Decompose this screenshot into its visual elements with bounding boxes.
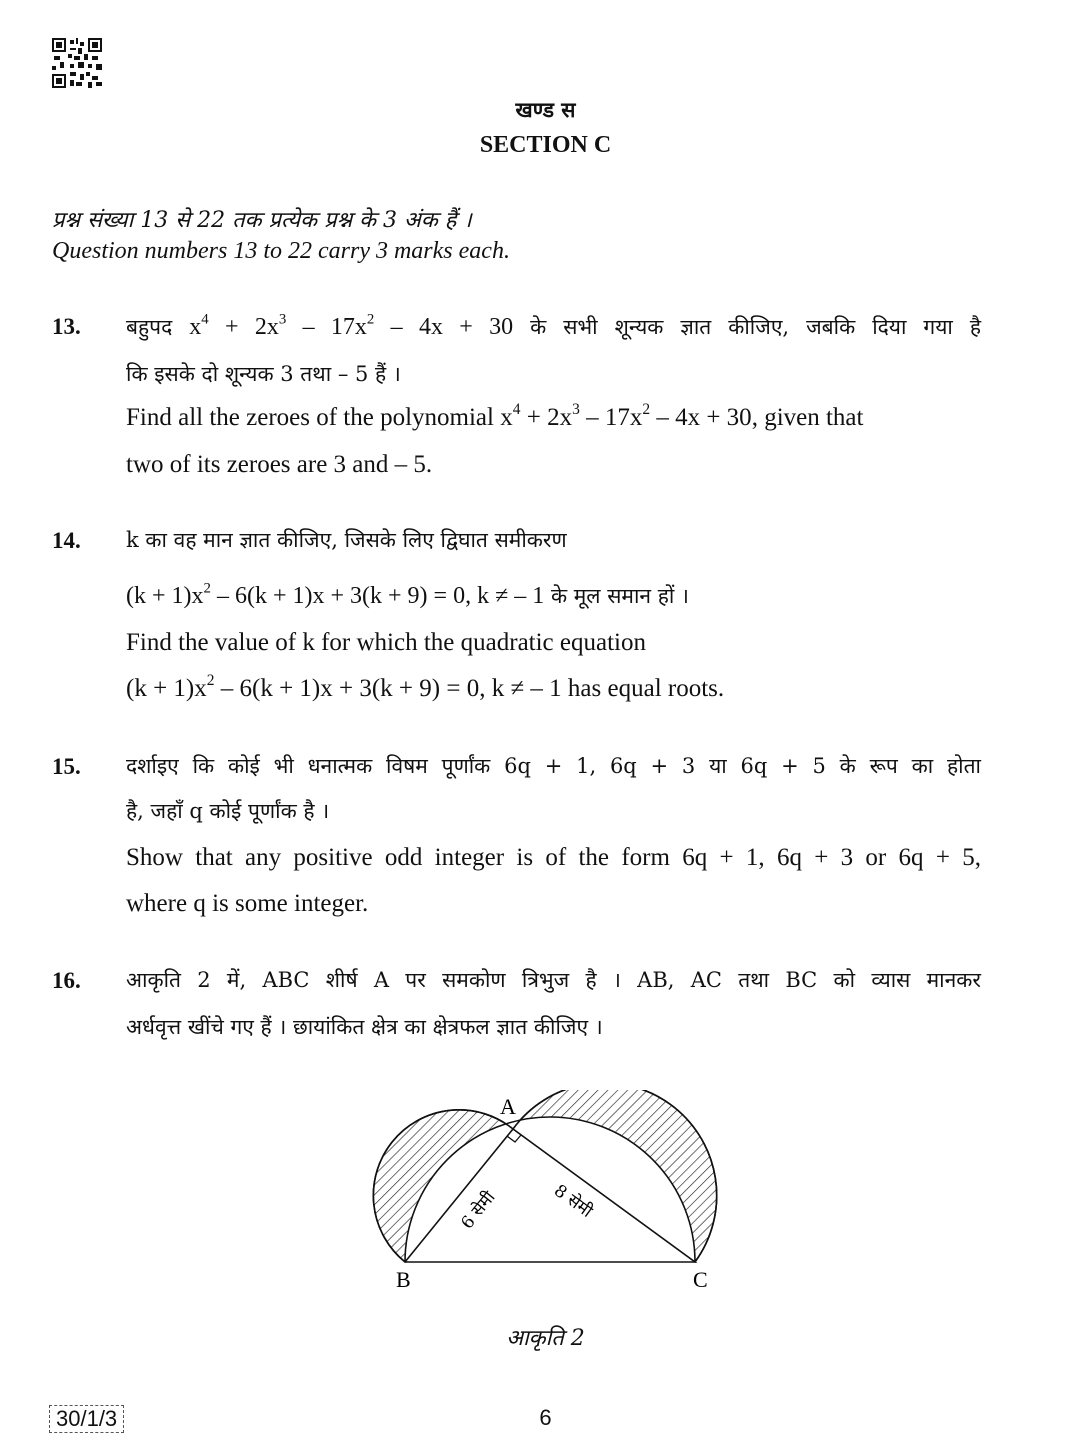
question-13-english-line1: Find all the zeroes of the polynomial $x^4 + 2x^3 - 17x^2 - 4x + 30$, given that bbox=[126, 401, 864, 431]
section-title-hindi: खण्ड स bbox=[515, 97, 576, 122]
figure-2-diagram bbox=[360, 1090, 730, 1290]
question-number: 14. bbox=[52, 528, 81, 553]
question-14-english-line1: Find the value of k for which the quadratic equation bbox=[126, 629, 646, 656]
vertex-label-c: C bbox=[693, 1267, 708, 1290]
paper-code: 30/1/3 bbox=[49, 1405, 124, 1433]
shaded-semicircle-ab bbox=[373, 1110, 513, 1262]
question-15-english-line2: where q is some integer. bbox=[126, 890, 369, 917]
side-label-ac: 8 सेमी bbox=[550, 1180, 597, 1222]
question-number: 15. bbox=[52, 754, 81, 779]
figure-caption: आकृति 2 bbox=[506, 1326, 585, 1351]
question-16-hindi-line2: अर्धवृत्त खींचे गए हैं । छायांकित क्षेत्र का क्षेत्रफल ज्ञात कीजिए । bbox=[126, 1015, 603, 1039]
shaded-semicircle-ac bbox=[513, 1090, 717, 1262]
vertex-label-a: A bbox=[500, 1094, 516, 1119]
section-title-english: SECTION C bbox=[479, 132, 612, 158]
instruction-english: Question numbers 13 to 22 carry 3 marks each. bbox=[52, 238, 510, 264]
question-16-hindi-line1: आकृति 2 में, ABC शीर्ष A पर समकोण त्रिभुज है । AB, AC तथा BC को व्यास मानकर bbox=[126, 968, 981, 992]
question-number: 13. bbox=[52, 314, 81, 339]
question-13-english-line2: two of its zeroes are 3 and – 5. bbox=[126, 451, 433, 478]
question-14-english-line2: $(k + 1)x^2 - 6(k + 1)x + 3(k + 9) = 0$, k ≠ – 1 has equal roots. bbox=[126, 672, 725, 702]
question-number: 16. bbox=[52, 968, 81, 993]
qr-code-icon bbox=[52, 38, 102, 88]
question-14-hindi-line1: k का वह मान ज्ञात कीजिए, जिसके लिए द्विघात समीकरण bbox=[126, 528, 567, 552]
question-15-hindi-line1: दर्शाइए कि कोई भी धनात्मक विषम पूर्णांक 6q + 1, 6q + 3 या 6q + 5 के रूप का होता bbox=[126, 754, 981, 778]
question-14-hindi-line2: $(k + 1)x^2 - 6(k + 1)x + 3(k + 9) = 0$, k ≠ – 1 के मूल समान हों । bbox=[126, 580, 689, 609]
vertex-label-b: B bbox=[396, 1267, 411, 1290]
question-13-hindi-line2: कि इसके दो शून्यक 3 तथा – 5 हैं । bbox=[126, 362, 401, 386]
instruction-hindi: प्रश्न संख्या 13 से 22 तक प्रत्येक प्रश्न के 3 अंक हैं । bbox=[52, 208, 472, 233]
question-13-hindi-line1: बहुपद $x^4 + 2x^3 - 17x^2 - 4x + 30$ के सभी शून्यक ज्ञात कीजिए, जबकि दिया गया है bbox=[126, 311, 981, 340]
question-15-english-line1: Show that any positive odd integer is of the form 6q + 1, 6q + 3 or 6q + 5, bbox=[126, 844, 981, 871]
question-15-hindi-line2: है, जहाँ q कोई पूर्णांक है । bbox=[126, 799, 330, 823]
page-number: 6 bbox=[539, 1405, 552, 1430]
side-label-ab: 6 सेमी bbox=[457, 1187, 500, 1234]
